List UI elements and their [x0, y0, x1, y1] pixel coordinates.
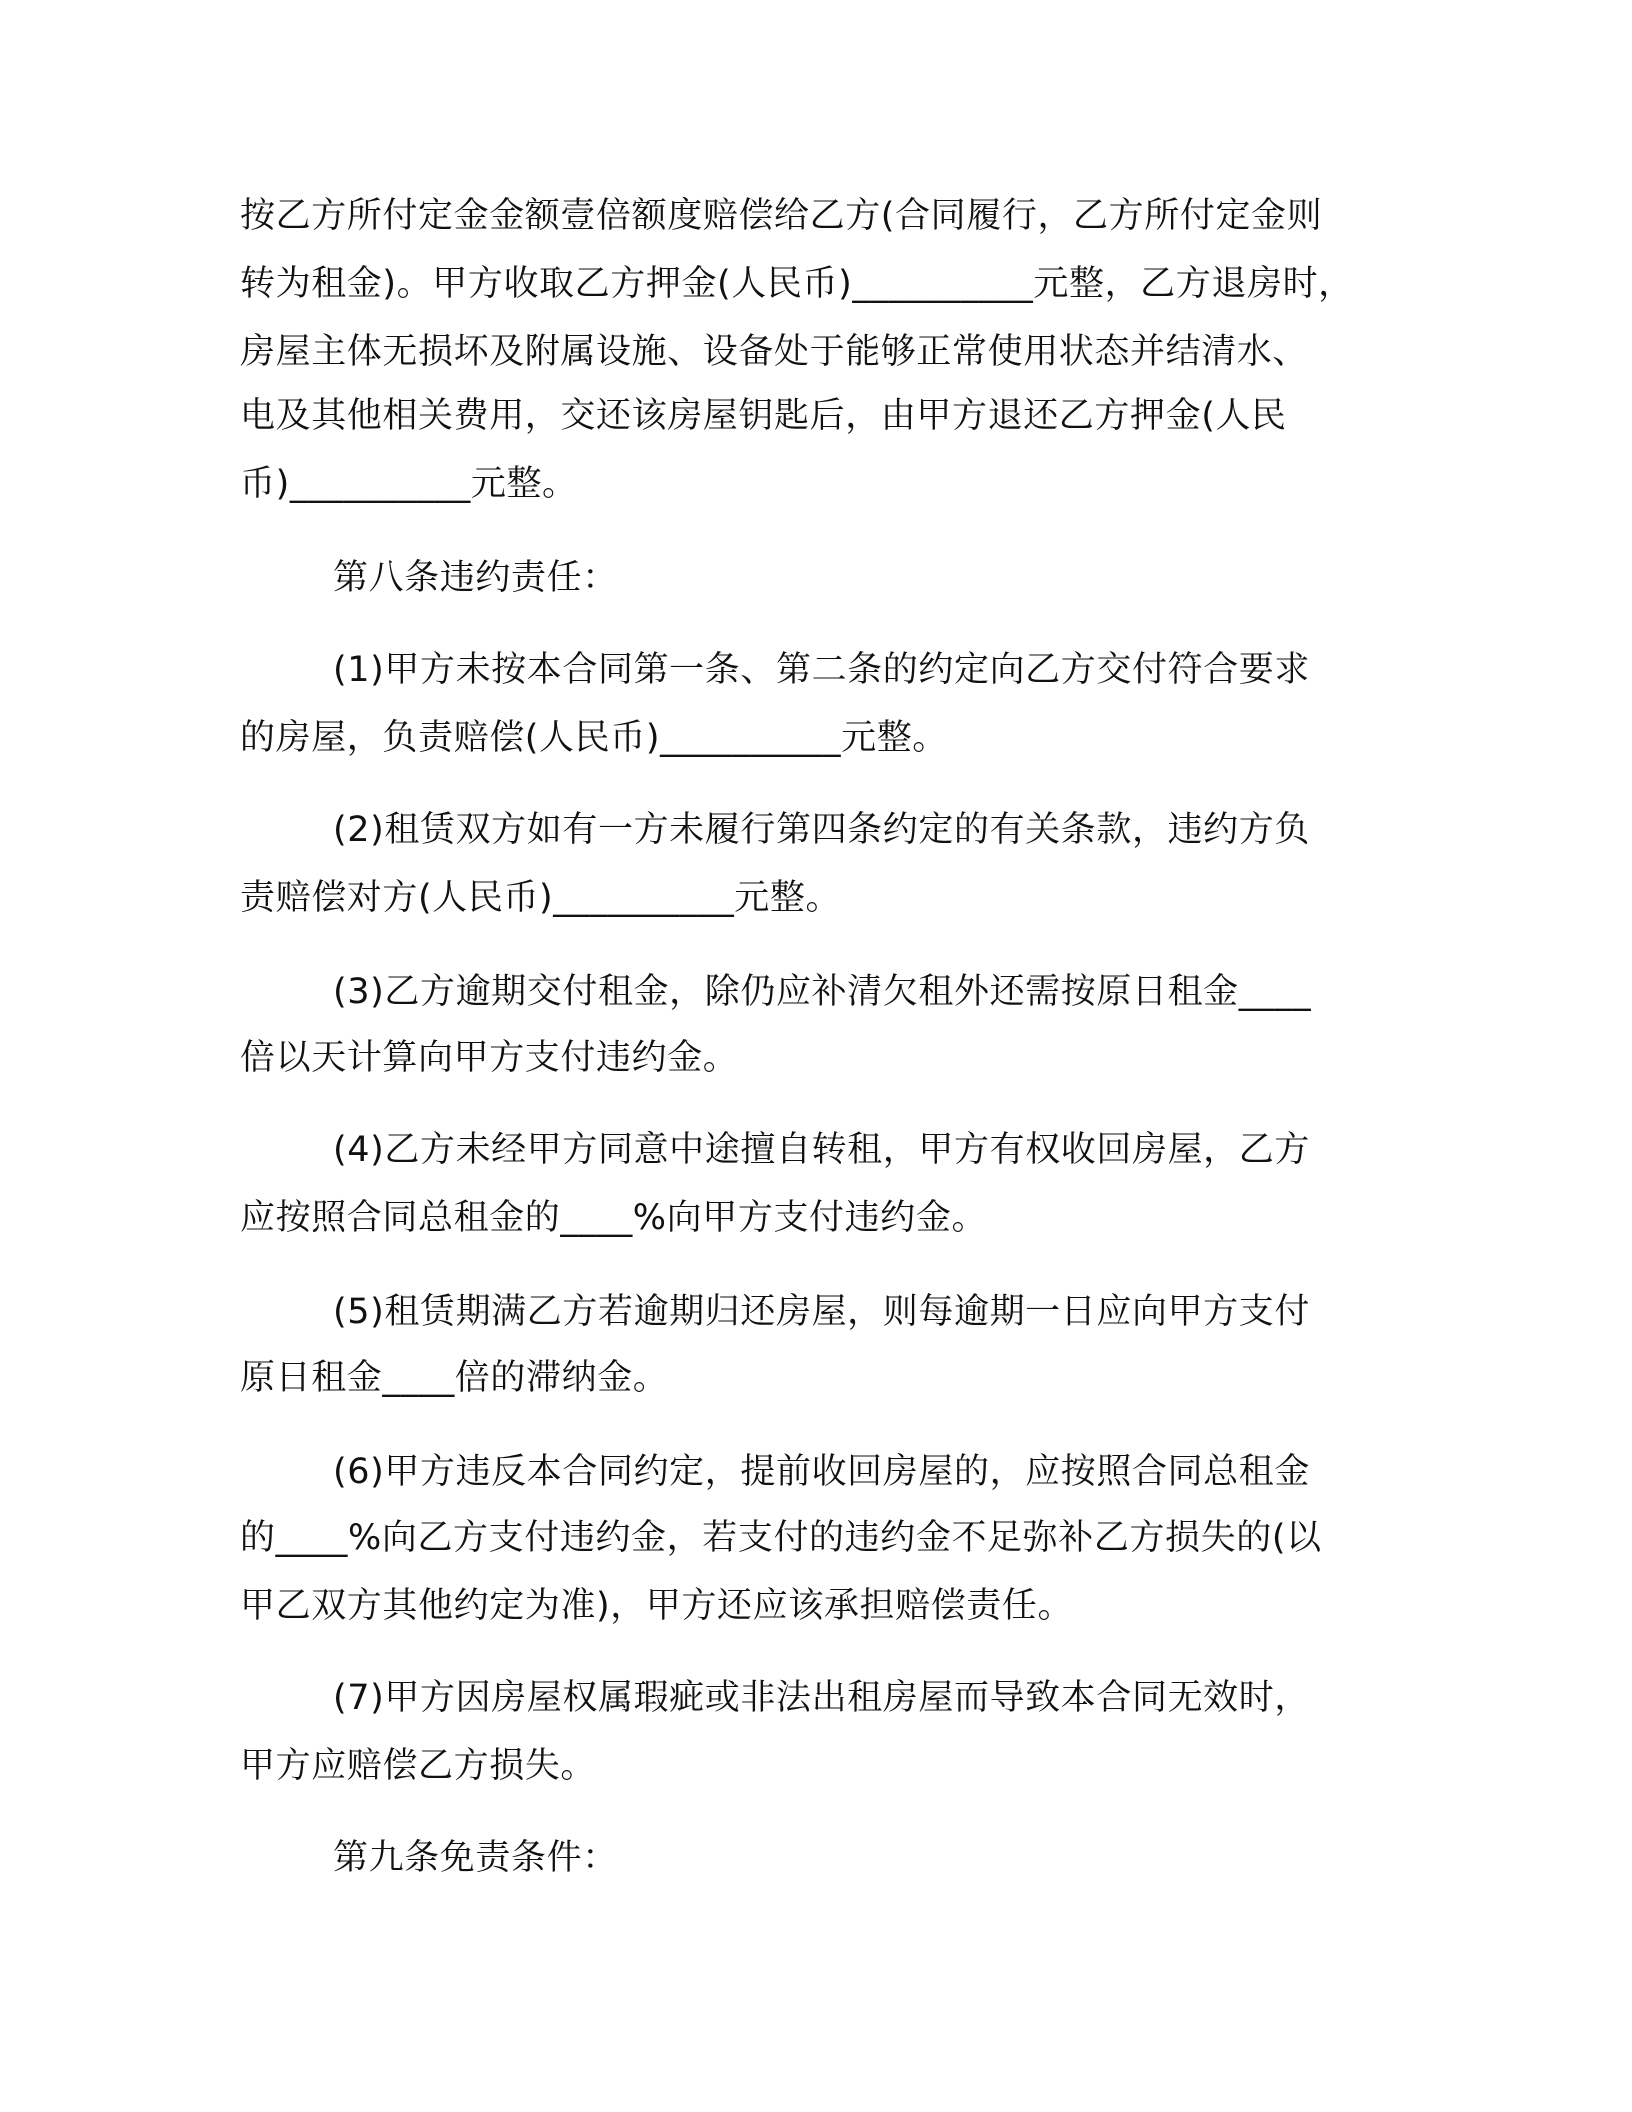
text-line: (7)甲方因房屋权属瑕疵或非法出租房屋而导致本合同无效时， — [333, 1678, 1310, 1718]
text-line: 房屋主体无损坏及附属设施、设备处于能够正常使用状态并结清水、 — [240, 332, 1309, 372]
text-line: 原日租金____倍的滞纳金。 — [240, 1358, 669, 1398]
text-line: (5)租赁期满乙方若逾期归还房屋，则每逾期一日应向甲方支付 — [333, 1292, 1310, 1332]
text-line: 币)__________元整。 — [240, 464, 578, 504]
text-line: 的房屋，负责赔偿(人民币)__________元整。 — [240, 718, 948, 758]
text-line: 倍以天计算向甲方支付违约金。 — [240, 1038, 739, 1078]
text-line: (4)乙方未经甲方同意中途擅自转租，甲方有权收回房屋，乙方 — [333, 1130, 1310, 1170]
text-line: 甲乙双方其他约定为准)，甲方还应该承担赔偿责任。 — [240, 1586, 1074, 1626]
text-line: 甲方应赔偿乙方损失。 — [240, 1746, 597, 1786]
text-line: 责赔偿对方(人民币)__________元整。 — [240, 878, 842, 918]
text-line: 电及其他相关费用，交还该房屋钥匙后，由甲方退还乙方押金(人民 — [240, 396, 1287, 436]
text-line: (1)甲方未按本合同第一条、第二条的约定向乙方交付符合要求 — [333, 650, 1310, 690]
text-line: 按乙方所付定金金额壹倍额度赔偿给乙方(合同履行，乙方所付定金则 — [240, 196, 1323, 236]
text-line: (6)甲方违反本合同约定，提前收回房屋的，应按照合同总租金 — [333, 1452, 1310, 1492]
text-line: 应按照合同总租金的____%向甲方支付违约金。 — [240, 1198, 988, 1238]
text-line: (2)租赁双方如有一方未履行第四条约定的有关条款，违约方负 — [333, 810, 1310, 850]
text-line: (3)乙方逾期交付租金，除仍应补清欠租外还需按原日租金____ — [333, 972, 1312, 1012]
text-line: 的____%向乙方支付违约金，若支付的违约金不足弥补乙方损失的(以 — [240, 1518, 1322, 1558]
section-heading: 第九条免责条件： — [333, 1838, 618, 1878]
text-line: 转为租金)。甲方收取乙方押金(人民币)__________元整，乙方退房时， — [240, 264, 1354, 304]
section-heading: 第八条违约责任： — [333, 558, 618, 598]
